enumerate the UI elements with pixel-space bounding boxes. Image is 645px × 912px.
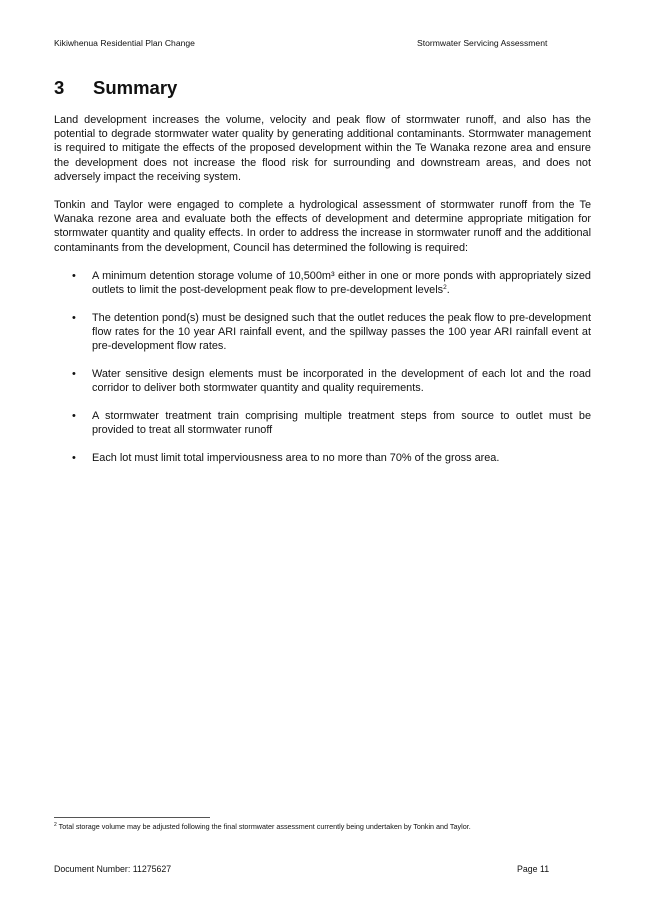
footer-page-number: Page 11 bbox=[517, 864, 550, 874]
paragraph-tonkin-taylor: Tonkin and Taylor were engaged to complete a hydrological assessment of stormwater runoff from the Te Wanaka rezone area and evaluate both the effects of development and determine appropriate mitigation for stormwater quantity and quality effects. In order to address the increase in stormwater runoff and the additional contaminants from the development, Council has determined the following is required: bbox=[54, 199, 591, 254]
paragraph-land-development: Land development increases the volume, velocity and peak flow of stormwater runoff, and also has the potential to degrade stormwater water quality by generating additional contaminants. Stormwater management is required to mitigate the effects of the proposed development within the Te Wanaka rezone area and ensure the development does not increase the flood risk for surrounding and downstream areas, and does not adversely impact the receiving system. bbox=[54, 114, 591, 183]
footnote-reference[interactable]: 2 bbox=[443, 284, 447, 292]
bullet-icon: • bbox=[72, 452, 76, 465]
list-item-text: A minimum detention storage volume of 10,500m³ either in one or more ponds with appropriately sized outlets to limit the post-development peak flow to pre-development levels bbox=[92, 270, 591, 297]
list-item-text: A stormwater treatment train comprising multiple treatment steps from source to outlet must be provided to treat all stormwater runoff bbox=[92, 410, 591, 437]
requirements-list bbox=[54, 269, 591, 479]
list-item-end: . bbox=[446, 284, 450, 297]
header-project-title: Kikiwhenua Residential Plan Change bbox=[54, 38, 195, 48]
footnote-marker: 2 bbox=[54, 822, 57, 828]
footer-document-number: Document Number: 11275627 bbox=[54, 864, 172, 874]
section-title: Summary bbox=[93, 77, 178, 98]
list-item-text: Water sensitive design elements must be incorporated in the development of each lot and the road corridor to deliver both stormwater quantity and quality requirements. bbox=[92, 368, 591, 395]
header-report-title: Stormwater Servicing Assessment bbox=[417, 38, 548, 48]
bullet-icon: • bbox=[72, 410, 76, 423]
list-item bbox=[54, 367, 591, 395]
bullet-icon: • bbox=[72, 368, 76, 381]
section-heading bbox=[54, 77, 177, 99]
list-item bbox=[54, 451, 591, 465]
list-item-text: Each lot must limit total imperviousness area to no more than 70% of the gross area. bbox=[92, 452, 500, 465]
list-item bbox=[54, 311, 591, 354]
footnote bbox=[54, 822, 471, 831]
footnote-divider bbox=[54, 817, 210, 818]
list-item bbox=[54, 269, 591, 297]
footnote-text: Total storage volume may be adjusted following the final stormwater assessment currently being undertaken by Tonkin and Taylor. bbox=[56, 822, 471, 831]
list-item bbox=[54, 409, 591, 437]
list-item-text: The detention pond(s) must be designed such that the outlet reduces the peak flow to pre-development flow rates for the 10 year ARI rainfall event, and the spillway passes the 100 year ARI rainfall event at pre-development flow rates. bbox=[92, 312, 591, 353]
section-number: 3 bbox=[54, 77, 65, 98]
bullet-icon: • bbox=[72, 270, 76, 282]
bullet-icon: • bbox=[72, 312, 76, 324]
